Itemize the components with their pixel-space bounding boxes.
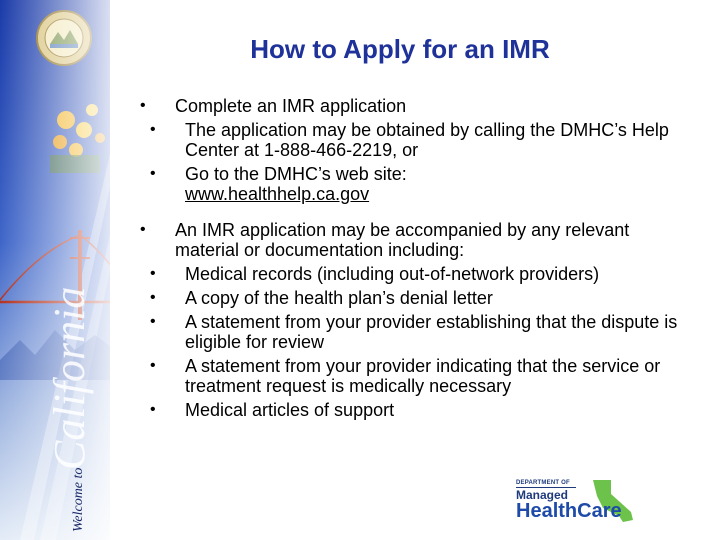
bullet-text: An IMR application may be accompanied by any relevant material or documentation including: [175,220,630,260]
bullet-dot-icon: • [140,97,146,114]
sub-bullet-text: Medical articles of support [185,400,395,420]
sub-bullet-text: Go to the DMHC’s web site: [185,164,407,184]
logo-health-care-text: HealthCare [516,500,622,522]
bullet-dot-icon: • [150,289,156,306]
sidebar-text-state: California [45,286,94,470]
bullet-dot-icon: • [150,401,156,418]
dmhc-website-link[interactable]: www.healthhelp.ca.gov [185,184,370,204]
sub-bullet-text: The application may be obtained by calling the DMHC’s Help Center at 1-888-466-2219, or [185,120,669,160]
bullet-complete-application [140,96,680,116]
sidebar-text-welcome: Welcome to [71,467,86,532]
sub-bullet-medical-records [140,264,680,284]
slide-title: How to Apply for an IMR [250,34,550,64]
sub-bullet-web-site [140,164,680,204]
sub-bullet-text: A statement from your provider indicating that the service or treatment request is medically necessary [185,356,661,396]
sub-bullet-text: A statement from your provider establishing that the dispute is eligible for review [185,312,678,352]
sub-bullet-denial-letter [140,288,680,308]
california-banner-graphic [0,0,118,540]
sub-bullet-eligibility-statement [140,312,680,352]
bullet-dot-icon: • [150,121,156,138]
sub-bullet-medical-articles [140,400,680,420]
sub-bullet-call-help-center [140,120,680,160]
bullet-accompanying-material [140,220,680,260]
logo-department-text: DEPARTMENT OF [516,480,570,486]
sub-bullet-text: A copy of the health plan’s denial letter [185,288,493,308]
bullet-dot-icon: • [150,357,156,374]
bullet-text: Complete an IMR application [175,96,407,116]
slide-content [140,96,680,420]
sidebar-banner [0,0,118,540]
bullet-dot-icon: • [150,313,156,330]
bullet-dot-icon: • [150,165,156,182]
sub-bullet-medical-necessity-statement [140,356,680,396]
sub-bullet-text: Medical records (including out-of-network providers) [185,264,600,284]
bullet-dot-icon: • [150,265,156,282]
logo-managed-text: Managed [516,488,569,502]
bullet-dot-icon: • [140,221,146,238]
dmhc-logo [513,478,645,524]
